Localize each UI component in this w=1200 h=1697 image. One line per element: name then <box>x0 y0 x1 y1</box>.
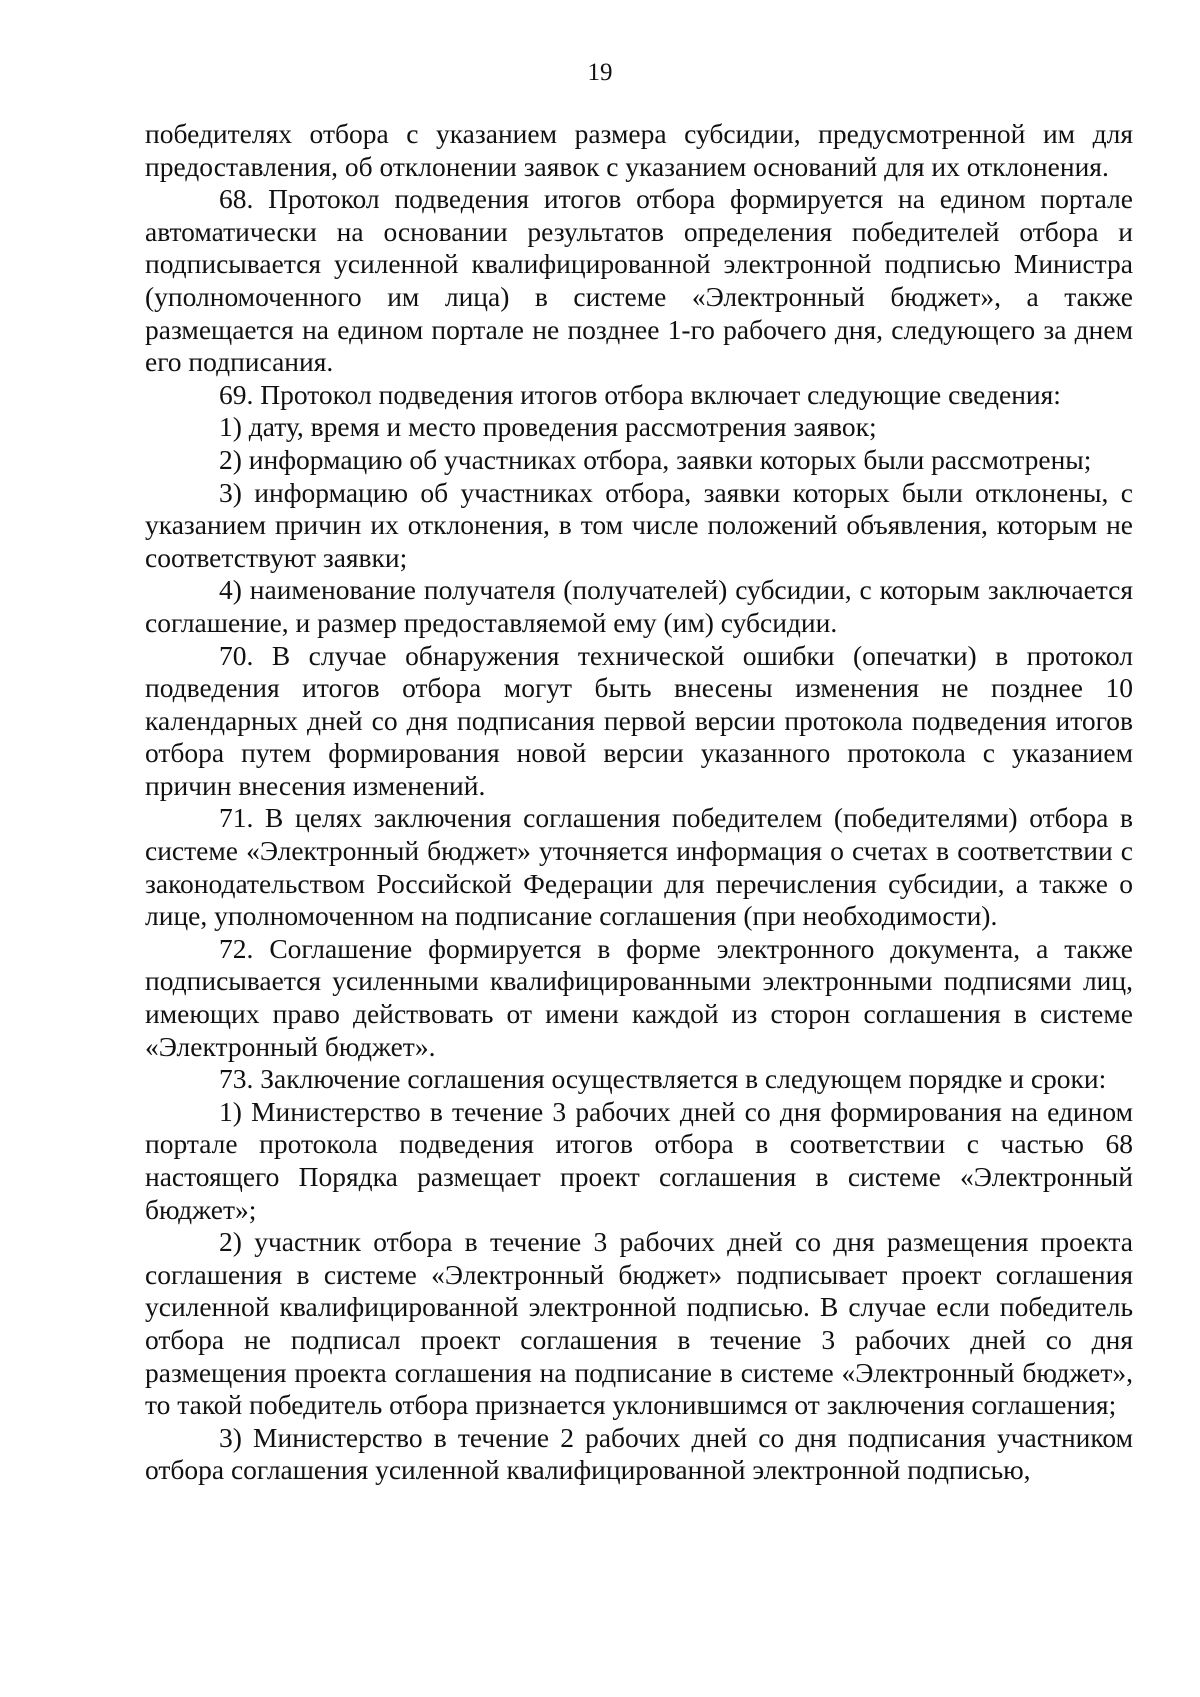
paragraph-72: 72. Соглашение формируется в форме электронного документа, а также подписывается усиленными квалифицированными электронными подписями лиц, имеющих право действовать от имени каждой из сторон соглашения в системе «Электронный бюджет». <box>145 932 1133 1062</box>
paragraph-69-item-3: 3) информацию об участниках отбора, заявки которых были отклонены, с указанием причин их отклонения, в том числе положений объявления, которым не соответствуют заявки; <box>145 476 1133 573</box>
paragraph-continuation: победителях отбора с указанием размера субсидии, предусмотренной им для предоставления, об отклонении заявок с указанием оснований для их отклонения. <box>145 118 1133 182</box>
paragraph-69: 69. Протокол подведения итогов отбора включает следующие сведения: <box>219 378 1061 410</box>
paragraph-73-item-1: 1) Министерство в течение 3 рабочих дней со дня формирования на едином портале протокола подведения итогов отбора в соответствии с частью 68 настоящего Порядка размещает проект соглашения в системе «Электронный бюджет»; <box>145 1095 1133 1225</box>
paragraph-69-item-4: 4) наименование получателя (получателей) субсидии, с которым заключается соглашение, и размер предоставляемой ему (им) субсидии. <box>145 574 1133 638</box>
paragraph-71: 71. В целях заключения соглашения победителем (победителями) отбора в системе «Электронный бюджет» уточняется информация о счетах в соответствии с законодательством Российской Федерации для перечисления субсидии, а также о лице, уполномоченном на подписание соглашения (при необходимости). <box>145 802 1133 932</box>
paragraph-68: 68. Протокол подведения итогов отбора формируется на едином портале автоматически на основании результатов определения победителей отбора и подписывается усиленной квалифицированной электронной подписью Министра (уполномоченного им лица) в системе «Электронный бюджет», а также размещается на едином портале не позднее 1-го рабочего дня, следующего за днем его подписания. <box>145 183 1133 378</box>
paragraph-73-item-3: 3) Министерство в течение 2 рабочих дней со дня подписания участником отбора соглашения усиленной квалифицированной электронной подписью, <box>145 1421 1133 1486</box>
paragraph-73: 73. Заключение соглашения осуществляется в следующем порядке и сроки: <box>219 1063 1107 1095</box>
page-number: 19 <box>587 59 613 86</box>
paragraph-69-item-2: 2) информацию об участниках отбора, заявки которых были рассмотрены; <box>219 443 1092 475</box>
paragraph-69-item-1: 1) дату, время и место проведения рассмотрения заявок; <box>219 411 877 443</box>
paragraph-70: 70. В случае обнаружения технической ошибки (опечатки) в протокол подведения итогов отбора могут быть внесены изменения не позднее 10 календарных дней со дня подписания первой версии протокола подведения итогов отбора путем формирования новой версии указанного протокола с указанием причин внесения изменений. <box>145 639 1133 801</box>
paragraph-73-item-2: 2) участник отбора в течение 3 рабочих дней со дня размещения проекта соглашения в системе «Электронный бюджет» подписывает проект соглашения усиленной квалифицированной электронной подписью. В случае если победитель отбора не подписал проект соглашения в течение 3 рабочих дней со дня размещения проекта соглашения на подписание в системе «Электронный бюджет», то такой победитель отбора признается уклонившимся от заключения соглашения; <box>145 1226 1133 1421</box>
document-body <box>145 118 1133 1487</box>
